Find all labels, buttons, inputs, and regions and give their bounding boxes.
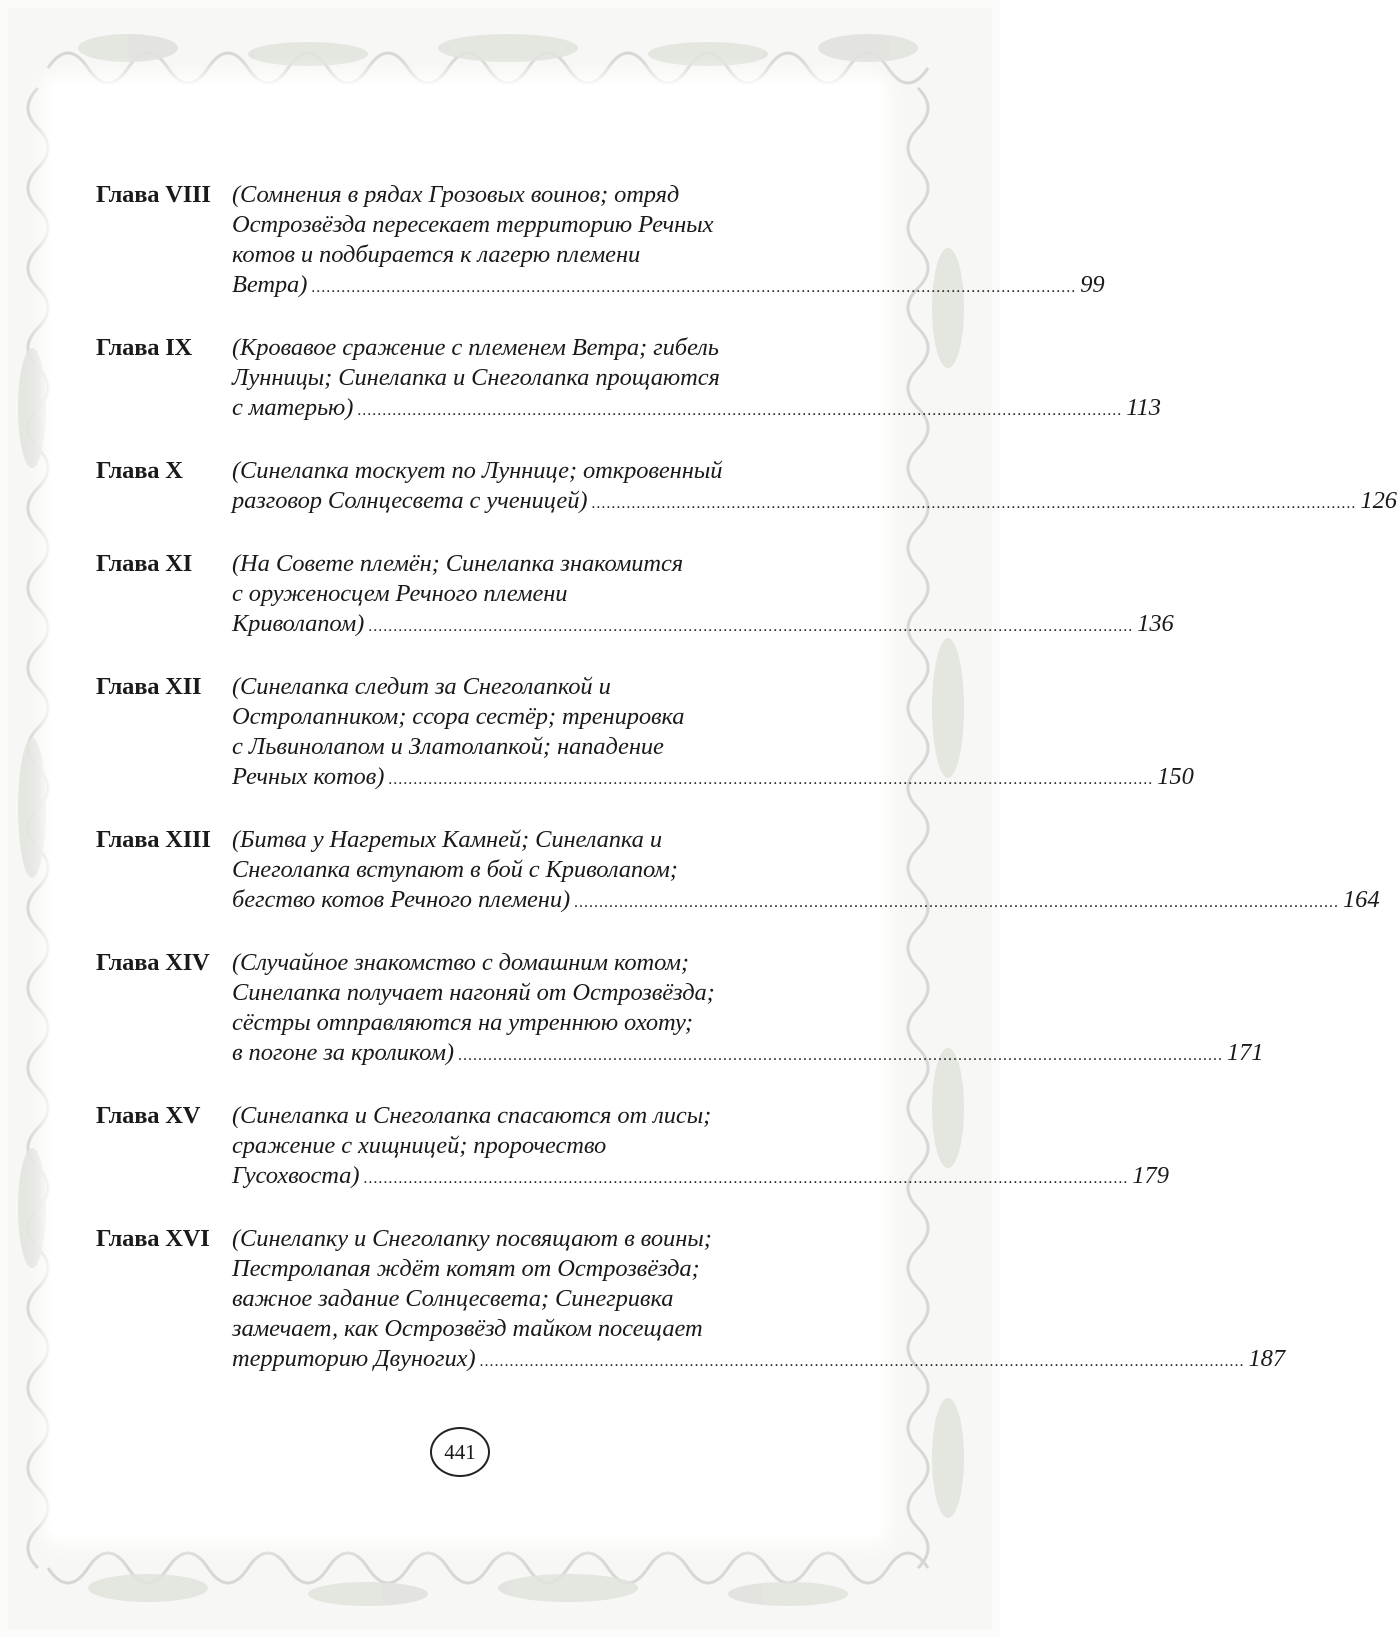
toc-entry <box>96 180 1105 303</box>
description-line: Криволапом) <box>232 610 365 637</box>
chapter-title: Глава IX <box>96 334 193 361</box>
leader-dots <box>363 1164 1128 1194</box>
chapter-description <box>232 333 1161 426</box>
toc-entry <box>96 333 1161 426</box>
chapter-description <box>232 549 1174 642</box>
leader-dots <box>574 888 1339 918</box>
chapter-description <box>232 948 1263 1071</box>
leader-dots <box>591 489 1356 519</box>
description-line: замечает, как Острозвёзд тайком посещает <box>232 1315 703 1342</box>
table-of-contents <box>96 180 1397 1377</box>
description-last-line <box>232 1161 1169 1194</box>
description-line: бегство котов Речного племени) <box>232 886 571 913</box>
toc-entry <box>96 672 1194 795</box>
description-line: (Битва у Нагретых Камней; Синелапка и <box>232 826 662 853</box>
description-line: Гусохвоста) <box>232 1162 360 1189</box>
chapter-title: Глава X <box>96 457 183 484</box>
chapter-page-number: 164 <box>1343 886 1380 913</box>
chapter-description <box>232 1224 1285 1377</box>
description-line: Пестролапая ждёт котят от Острозвёзда; <box>232 1255 700 1282</box>
chapter-page-number: 126 <box>1360 487 1397 514</box>
description-line: (Синелапку и Снеголапку посвящают в воины; <box>232 1225 712 1252</box>
leader-dots <box>480 1347 1245 1377</box>
chapter-page-number: 171 <box>1226 1039 1264 1066</box>
leader-dots <box>458 1041 1223 1071</box>
description-line: сёстры отправляются на утреннюю охоту; <box>232 1009 693 1036</box>
toc-entry <box>96 456 1397 519</box>
description-line: сражение с хищницей; пророчество <box>232 1132 607 1159</box>
toc-entry <box>96 825 1380 918</box>
chapter-title: Глава XI <box>96 550 193 577</box>
chapter-title: Глава XII <box>96 673 202 700</box>
description-line: с Львинолапом и Златолапкой; нападение <box>232 733 664 760</box>
description-line: (Случайное знакомство с домашним котом; <box>232 949 689 976</box>
chapter-title: Глава VIII <box>96 181 211 208</box>
toc-entry <box>96 1101 1169 1194</box>
description-line: Острозвёзда пересекает территорию Речных <box>232 211 714 238</box>
chapter-title: Глава XIV <box>96 949 210 976</box>
description-line: (Синелапка следит за Снеголапкой и <box>232 673 611 700</box>
description-line: Ветра) <box>232 271 308 298</box>
description-line: (На Совете племён; Синелапка знакомится <box>232 550 684 577</box>
description-last-line <box>232 270 1105 303</box>
chapter-title: Глава XVI <box>96 1225 210 1252</box>
description-line: котов и подбирается к лагерю племени <box>232 241 641 268</box>
leader-dots <box>368 612 1133 642</box>
description-last-line <box>232 762 1194 795</box>
chapter-page-number: 187 <box>1248 1345 1285 1372</box>
leader-dots <box>388 765 1153 795</box>
description-line: (Синелапка и Снеголапка спасаются от лисы; <box>232 1102 712 1129</box>
chapter-page-number: 136 <box>1137 610 1174 637</box>
description-last-line <box>232 486 1397 519</box>
description-line: Остролапником; ссора сестёр; тренировка <box>232 703 685 730</box>
description-line: Снеголапка вступают в бой с Криволапом; <box>232 856 678 883</box>
description-line: территорию Двуногих) <box>232 1345 476 1372</box>
description-last-line <box>232 1344 1285 1377</box>
leader-dots <box>311 273 1076 303</box>
chapter-page-number: 150 <box>1157 763 1194 790</box>
chapter-title: Глава XIII <box>96 826 211 853</box>
page-number: 441 <box>430 1427 490 1477</box>
description-line: Синелапка получает нагоняй от Острозвёзда; <box>232 979 715 1006</box>
chapter-description <box>232 672 1194 795</box>
description-line: (Кровавое сражение с племенем Ветра; гибель <box>232 334 719 361</box>
chapter-description <box>232 456 1397 519</box>
chapter-page-number: 113 <box>1126 394 1161 421</box>
description-line: в погоне за кроликом) <box>232 1039 454 1066</box>
leader-dots <box>357 396 1122 426</box>
toc-entry <box>96 549 1174 642</box>
chapter-page-number: 99 <box>1080 271 1105 298</box>
description-last-line <box>232 393 1161 426</box>
description-last-line <box>232 1038 1263 1071</box>
chapter-title: Глава XV <box>96 1102 201 1129</box>
toc-entry <box>96 948 1264 1071</box>
description-line: с матерью) <box>232 394 354 421</box>
description-line: важное задание Солнцесвета; Синегривка <box>232 1285 674 1312</box>
chapter-page-number: 179 <box>1132 1162 1169 1189</box>
description-line: Лунницы; Синелапка и Снеголапка прощаются <box>232 364 720 391</box>
chapter-description <box>232 825 1379 918</box>
chapter-description <box>232 1101 1169 1194</box>
description-line: разговор Солнцесвета с ученицей) <box>232 487 588 514</box>
chapter-description <box>232 180 1105 303</box>
toc-entry <box>96 1224 1285 1377</box>
description-line: (Сомнения в рядах Грозовых воинов; отряд <box>232 181 680 208</box>
description-line: Речных котов) <box>232 763 385 790</box>
description-line: (Синелапка тоскует по Луннице; откровенный <box>232 457 723 484</box>
description-last-line <box>232 885 1379 918</box>
description-last-line <box>232 609 1174 642</box>
description-line: с оруженосцем Речного племени <box>232 580 568 607</box>
